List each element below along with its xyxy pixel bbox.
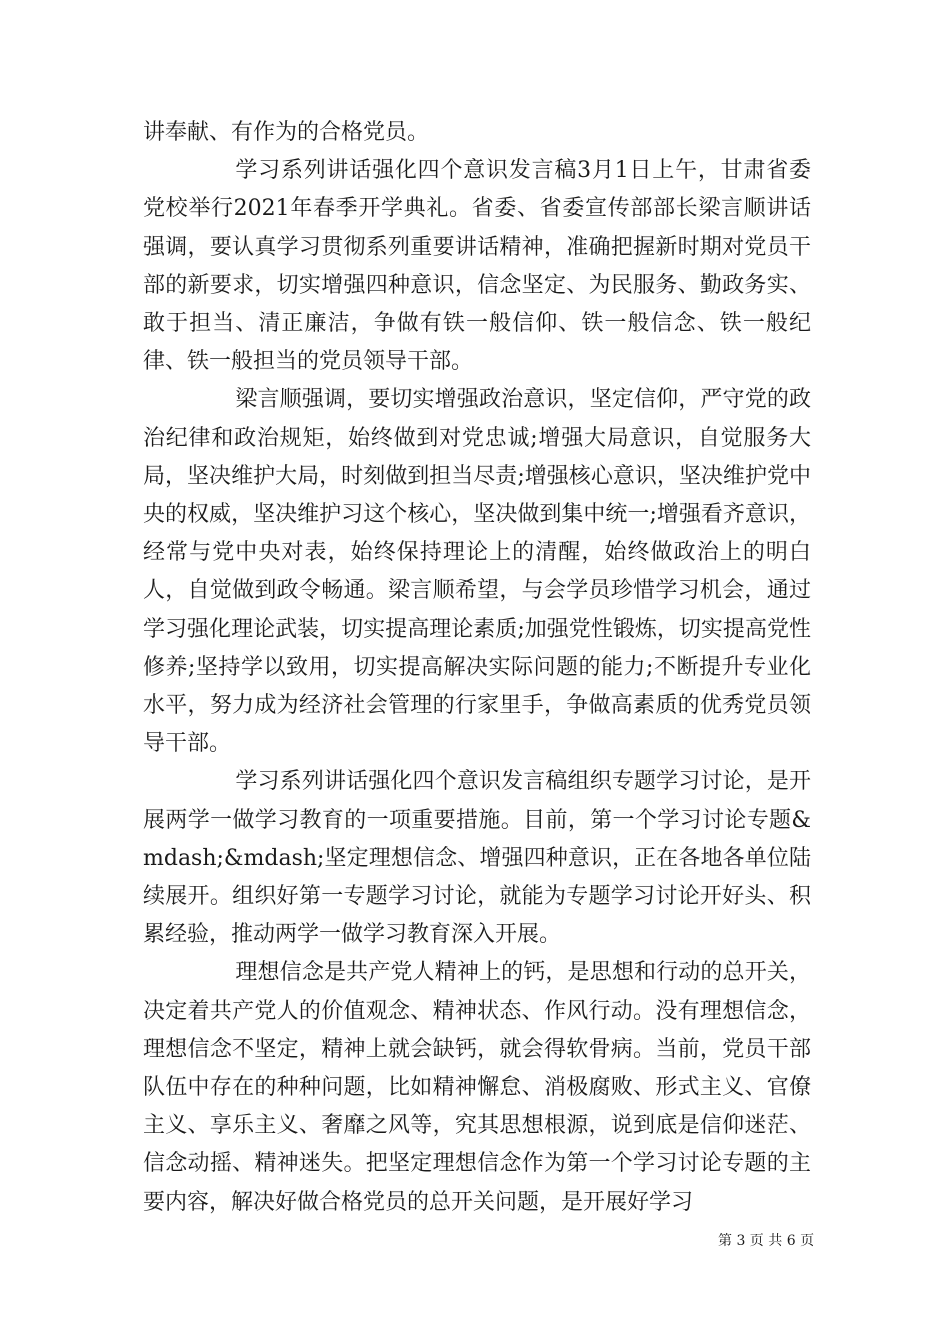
document-body: [143, 114, 811, 1222]
page-number: 第 3 页 共 6 页: [718, 1233, 815, 1249]
paragraph-3: 梁言顺强调，要切实增强政治意识，坚定信仰，严守党的政治纪律和政治规矩，始终做到对党忠诚;增强大局意识，自觉服务大局，坚决维护大局，时刻做到担当尽责;增强核心意识，坚决维护党中央的权威，坚决维护习这个核心，坚决做到集中统一;增强看齐意识，经常与党中央对表，始终保持理论上的清醒，始终做政治上的明白人，自觉做到政令畅通。梁言顺希望，与会学员珍惜学习机会，通过学习强化理论武装，切实提高理论素质;加强党性锻炼，切实提高党性修养;坚持学以致用，切实提高解决实际问题的能力;不断提升专业化水平，努力成为经济社会管理的行家里手，争做高素质的优秀党员领导干部。: [143, 387, 811, 757]
paragraph-1: 讲奉献、有作为的合格党员。: [143, 120, 430, 145]
paragraph-2: 学习系列讲话强化四个意识发言稿3月1日上午，甘肃省委党校举行2021年春季开学典礼。省委、省委宣传部部长梁言顺讲话强调，要认真学习贯彻系列重要讲话精神，准确把握新时期对党员干部的新要求，切实增强四种意识，信念坚定、为民服务、勤政务实、敢于担当、清正廉洁，争做有铁一般信仰、铁一般信念、铁一般纪律、铁一般担当的党员领导干部。: [143, 158, 811, 375]
paragraph-4: 学习系列讲话强化四个意识发言稿组织专题学习讨论，是开展两学一做学习教育的一项重要措施。目前，第一个学习讨论专题&mdash;&mdash;坚定理想信念、增强四种意识，正在各地各单位陆续展开。组织好第一专题学习讨论，就能为专题学习讨论开好头、积累经验，推动两学一做学习教育深入开展。: [143, 769, 811, 948]
paragraph-5: 理想信念是共产党人精神上的钙，是思想和行动的总开关，决定着共产党人的价值观念、精神状态、作风行动。没有理想信念，理想信念不坚定，精神上就会缺钙，就会得软骨病。当前，党员干部队伍中存在的种种问题，比如精神懈怠、消极腐败、形式主义、官僚主义、享乐主义、奢靡之风等，究其思想根源，说到底是信仰迷茫、信念动摇、精神迷失。把坚定理想信念作为第一个学习讨论专题的主要内容，解决好做合格党员的总开关问题，是开展好学习: [143, 960, 811, 1215]
